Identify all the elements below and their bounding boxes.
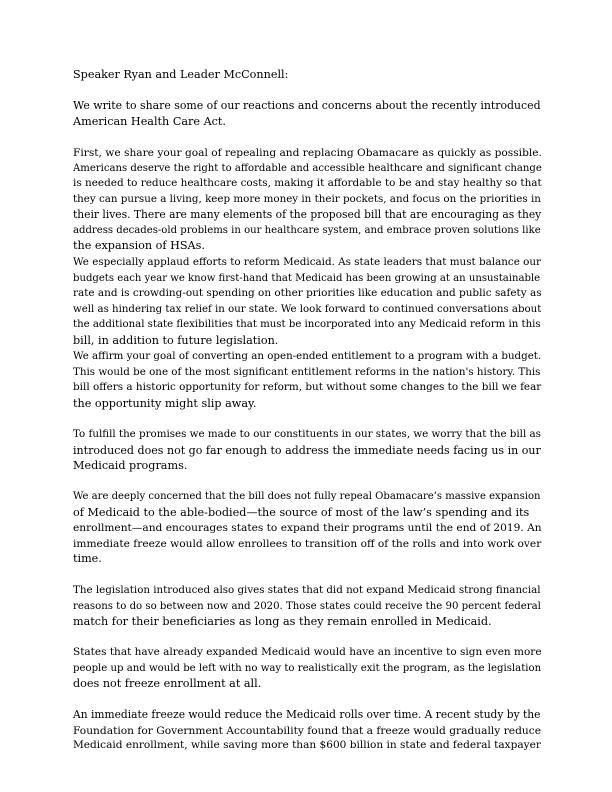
text-line: the opportunity might slip away.: [73, 396, 257, 410]
paragraph-1: [73, 98, 541, 129]
text-line: We especially applaud efforts to reform Medicaid. As state leaders that must balance our: [73, 256, 541, 268]
text-line: Foundation for Government Accountability found that a freeze would gradually reduce: [73, 723, 542, 737]
paragraph-5: [73, 427, 541, 474]
paragraph-8: [73, 645, 541, 692]
text-line: their lives. There are many elements of the proposed bill that are encouraging as they: [73, 208, 542, 222]
text-line: We write to share some of our reactions and concerns about the recently introduced: [73, 99, 541, 112]
text-line: people up and would be left with no way to realistically exit the program, as the legislation: [73, 662, 542, 674]
text-line: the expansion of HSAs.: [73, 239, 205, 253]
paragraph-9: [73, 707, 541, 754]
text-line: States that have already expanded Medicaid would have an incentive to sign even more: [73, 646, 542, 658]
text-line: well as hindering tax relief in our state. We look forward to continued conversations about: [73, 303, 542, 315]
text-line: enrollment—and encourages states to expand their programs until the end of 2019. An: [73, 521, 542, 535]
text-line: This would be one of the most significant entitlement reforms in the nation's history. This: [73, 365, 541, 378]
paragraph-6: [73, 489, 541, 567]
paragraph-4: [73, 349, 541, 411]
text-line: does not freeze enrollment at all.: [73, 677, 262, 691]
text-line: Americans deserve the right to affordable and accessible healthcare and significant change: [73, 162, 542, 174]
text-line: bill offers a historic opportunity for reform, but without some changes to the bill we fear: [73, 381, 542, 394]
text-line: address decades-old problems in our healthcare system, and embrace proven solutions like: [73, 224, 541, 236]
text-line: introduced does not go far enough to address the immediate needs facing us in our: [73, 443, 541, 457]
text-line: time.: [73, 552, 102, 566]
text-line: they can pursue a living, keep more money in their pockets, and focus on the priorities in: [73, 192, 541, 205]
text-line: rate and is crowding-out spending on other priorities like education and public safety as: [73, 287, 542, 300]
text-line: bill, in addition to future legislation.: [73, 333, 279, 347]
text-line: reasons to do so between now and 2020. Those states could receive the 90 percent federal: [73, 600, 541, 612]
text-line: The legislation introduced also gives states that did not expand Medicaid strong financial: [73, 584, 541, 596]
text-line: budgets each year we know first-hand that Medicaid has been growing at an unsustainable: [73, 272, 541, 284]
text-line: is needed to reduce healthcare costs, making it affordable to be and stay healthy so that: [73, 177, 542, 190]
text-line: Medicaid enrollment, while saving more than $600 billion in state and federal taxpayer: [73, 739, 541, 752]
text-line: American Health Care Act.: [73, 114, 226, 128]
paragraph-2: [73, 145, 541, 254]
text-line: match for their beneficiaries as long as they remain enrolled in Medicaid.: [73, 615, 492, 629]
text-line: We affirm your goal of converting an open-ended entitlement to a program with a budget.: [73, 350, 542, 362]
text-line: We are deeply concerned that the bill does not fully repeal Obamacare’s massive expansion: [73, 491, 541, 502]
text-line: First, we share your goal of repealing and replacing Obamacare as quickly as possible.: [73, 146, 542, 159]
text-line: To fulfill the promises we made to our constituents in our states, we worry that the bill as: [73, 428, 541, 440]
text-line: immediate freeze would allow enrollees to transition off of the rolls and into work over: [73, 536, 542, 550]
text-line: An immediate freeze would reduce the Medicaid rolls over time. A recent study by the: [73, 708, 541, 721]
text-line: Speaker Ryan and Leader McConnell:: [73, 68, 289, 81]
salutation: [73, 67, 541, 83]
text-line: of Medicaid to the able-bodied—the source of most of the law’s spending and its: [73, 505, 530, 519]
text-line: Medicaid programs.: [73, 459, 188, 473]
paragraph-7: [73, 583, 541, 630]
text-line: the additional state flexibilities that must be incorporated into any Medicaid reform in this: [73, 319, 541, 331]
paragraph-3: [73, 255, 541, 348]
